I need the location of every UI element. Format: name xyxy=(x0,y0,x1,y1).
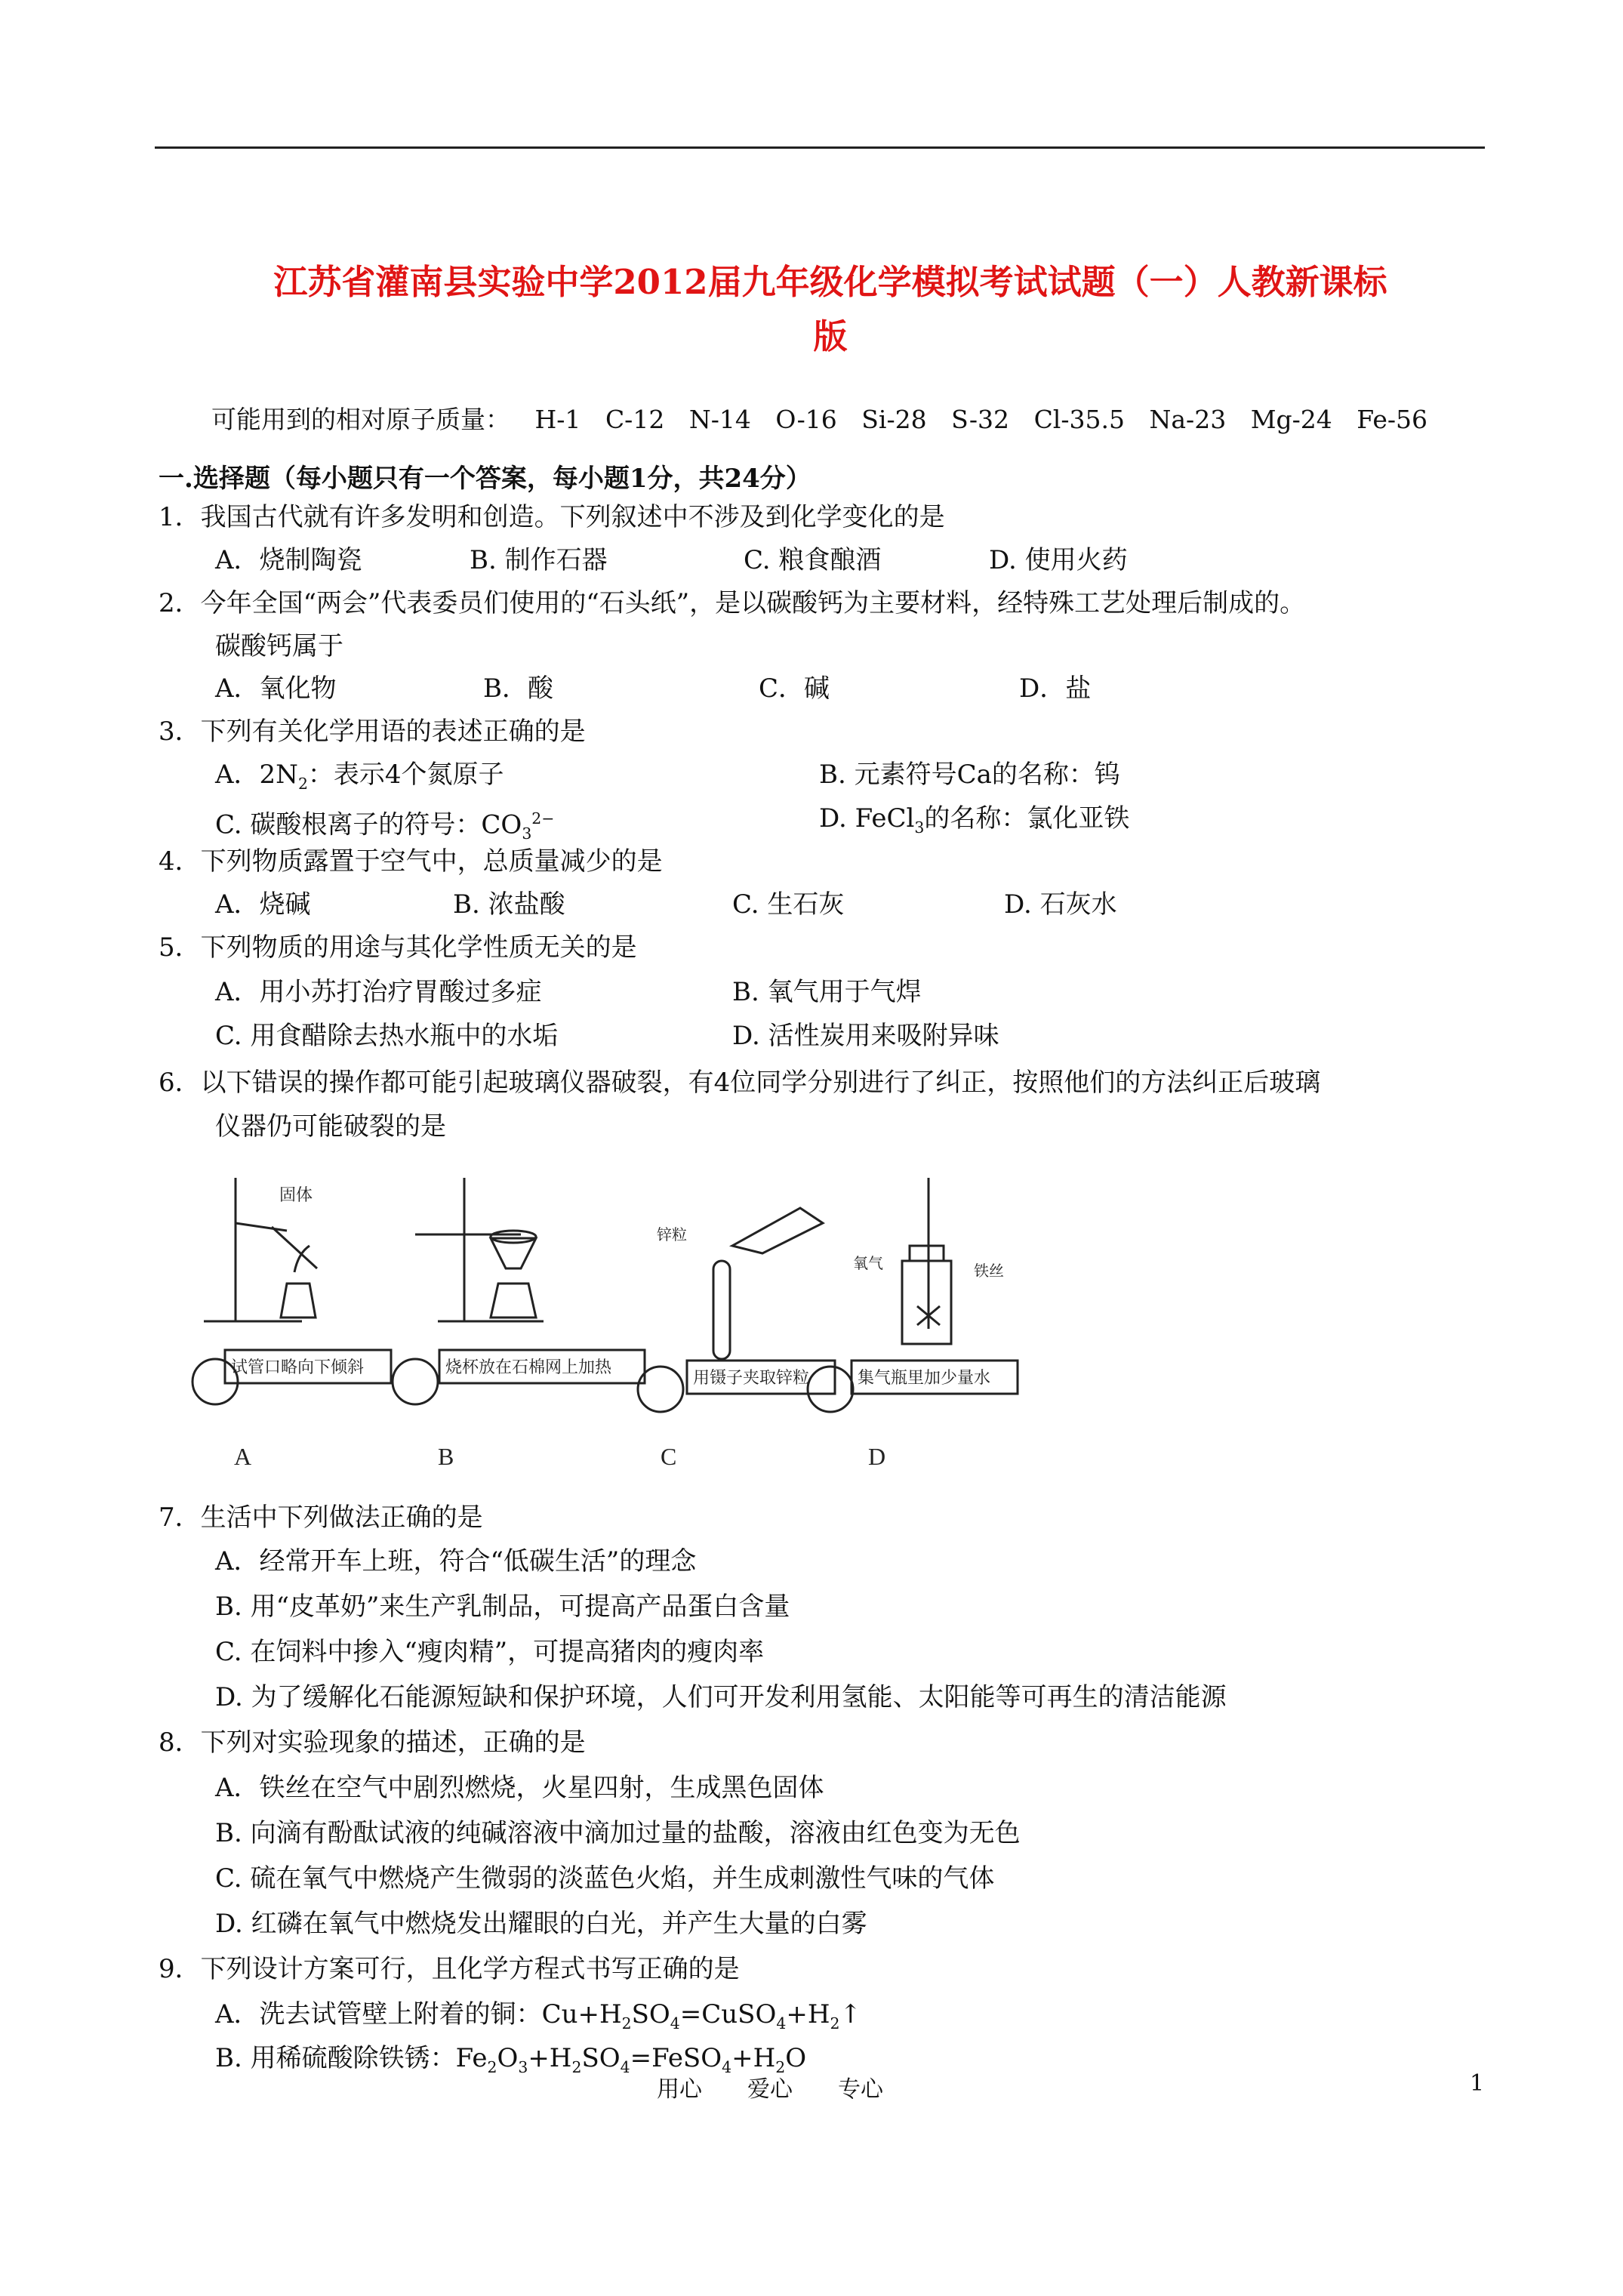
atomic-masses xyxy=(211,400,1444,436)
header-rule xyxy=(155,146,1485,149)
q2-option-a: A．氧化物 xyxy=(215,673,337,704)
question-4-stem: 4．下列物质露置于空气中，总质量减少的是 xyxy=(159,846,663,877)
q3-option-d xyxy=(819,802,1129,844)
q9-b-text: B. 用稀硫酸除铁锈： xyxy=(215,2043,456,2073)
q9-option-a xyxy=(215,1998,861,2040)
question-6-stem: 6．以下错误的操作都可能引起玻璃仪器破裂，有4位同学分别进行了纠正，按照他们的方法纠正后玻璃 xyxy=(159,1068,1321,1098)
question-9-stem: 9．下列设计方案可行，且化学方程式书写正确的是 xyxy=(159,1954,740,1984)
atom-item: Mg-24 xyxy=(1250,405,1332,434)
q3-a-post: ：表示4个氮原子 xyxy=(307,760,504,790)
q3-c-sub: 3 xyxy=(522,824,532,843)
question-3-stem: 3．下列有关化学用语的表述正确的是 xyxy=(159,717,586,747)
fig-caption-c: 用镊子夹取锌粒 xyxy=(693,1369,810,1388)
q5-option-d: D. 活性炭用来吸附异味 xyxy=(732,1021,999,1051)
q7-option-c: C. 在饲料中掺入“瘦肉精”，可提高猪肉的瘦肉率 xyxy=(215,1637,765,1667)
q3-d-pre: D. FeCl xyxy=(819,803,915,834)
q3-a-pre: A．2N xyxy=(215,760,298,790)
q9-a-equation: $Cu+H_2SO_4=CuSO_4+H_2↑$ xyxy=(541,1999,861,2032)
title-line-2: 版 xyxy=(813,316,848,356)
question-5-stem: 5．下列物质的用途与其化学性质无关的是 xyxy=(159,932,637,963)
q3-d-sub: 3 xyxy=(914,818,925,837)
q3-option-b: B. 元素符号Ca的名称：钨 xyxy=(819,760,1120,790)
q4-option-c: C. 生石灰 xyxy=(732,889,845,920)
q4-option-b: B. 浓盐酸 xyxy=(453,889,565,920)
q3-d-post: 的名称：氯化亚铁 xyxy=(924,803,1130,834)
fig-label-b: B xyxy=(438,1443,454,1470)
question-7-stem: 7．生活中下列做法正确的是 xyxy=(159,1502,483,1533)
fig-tag-iron: 铁丝 xyxy=(974,1262,1004,1280)
question-8-stem: 8．下列对实验现象的描述，正确的是 xyxy=(159,1727,586,1758)
title-line-1: 江苏省灌南县实验中学2012届九年级化学模拟考试试题（一）人教新课标 xyxy=(273,262,1387,302)
q9-a-text: A．洗去试管壁上附着的铜： xyxy=(215,1999,542,2029)
atom-item: Fe-56 xyxy=(1357,405,1428,434)
q1-option-d: D. 使用火药 xyxy=(989,545,1128,575)
fig-caption-a: 试管口略向下倾斜 xyxy=(231,1358,365,1377)
question-6-stem-cont: 仪器仍可能破裂的是 xyxy=(215,1111,446,1142)
question-2-stem: 2．今年全国“两会”代表委员们使用的“石头纸”，是以碳酸钙为主要材料，经特殊工艺处理后制成的。 xyxy=(159,588,1306,618)
page-footer: 用心 爱心 专心 xyxy=(657,2076,883,2103)
fig-tag-solid: 固体 xyxy=(279,1186,313,1205)
q7-option-b: B. 用“皮革奶”来生产乳制品，可提高产品蛋白含量 xyxy=(215,1592,790,1622)
atom-item: Na-23 xyxy=(1149,405,1227,434)
question-1-stem: 1．我国古代就有许多发明和创造。下列叙述中不涉及到化学变化的是 xyxy=(159,502,945,532)
q2-option-b: B．酸 xyxy=(483,673,553,704)
q7-option-a: A．经常开车上班，符合“低碳生活”的理念 xyxy=(215,1546,697,1576)
q8-option-a: A．铁丝在空气中剧烈燃烧，火星四射，生成黑色固体 xyxy=(215,1773,824,1803)
atom-item: N-14 xyxy=(688,405,751,434)
q5-option-c: C. 用食醋除去热水瓶中的水垢 xyxy=(215,1021,559,1051)
fig-caption-b: 烧杯放在石棉网上加热 xyxy=(445,1358,612,1377)
section-heading: 一.选择题（每小题只有一个答案，每小题1分，共24分） xyxy=(159,464,812,494)
q5-option-b: B. 氧气用于气焊 xyxy=(732,977,922,1007)
page-number: 1 xyxy=(1470,2070,1485,2097)
q1-option-b: B. 制作石器 xyxy=(470,545,608,575)
atom-item: O-16 xyxy=(775,405,837,434)
question-2-stem-cont: 碳酸钙属于 xyxy=(215,631,343,661)
q5-option-a: A．用小苏打治疗胃酸过多症 xyxy=(215,977,542,1007)
fig-label-c: C xyxy=(661,1443,677,1470)
apparatus-d-jar xyxy=(902,1178,951,1344)
q4-option-a: A．烧碱 xyxy=(215,889,311,920)
atom-item: C-12 xyxy=(605,405,665,434)
page-title xyxy=(174,255,1487,364)
q8-option-d: D. 红磷在氧气中燃烧发出耀眼的白光，并产生大量的白雾 xyxy=(215,1909,867,1939)
q8-option-c: C. 硫在氧气中燃烧产生微弱的淡蓝色火焰，并生成刺激性气味的气体 xyxy=(215,1863,995,1894)
fig-tag-zinc: 锌粒 xyxy=(657,1225,687,1244)
q4-option-d: D. 石灰水 xyxy=(1004,889,1117,920)
q7-option-d: D. 为了缓解化石能源短缺和保护环境，人们可开发利用氢能、太阳能等可再生的清洁能源 xyxy=(215,1682,1227,1712)
apparatus-c-tube xyxy=(713,1208,823,1359)
q2-option-c: C．碱 xyxy=(759,673,830,704)
apparatus-b-stand xyxy=(415,1178,544,1321)
atom-item: S-32 xyxy=(951,405,1010,434)
fig-caption-d: 集气瓶里加少量水 xyxy=(858,1369,991,1388)
q8-option-b: B. 向滴有酚酞试液的纯碱溶液中滴加过量的盐酸，溶液由红色变为无色 xyxy=(215,1818,1021,1848)
atom-item: Cl-35.5 xyxy=(1033,405,1125,434)
atomic-masses-label: 可能用到的相对原子质量： xyxy=(211,405,510,434)
q3-c-pre: C. 碳酸根离子的符号：CO xyxy=(215,809,522,840)
q1-option-a: A．烧制陶瓷 xyxy=(215,545,362,575)
q1-option-c: C. 粮食酿酒 xyxy=(744,545,882,575)
q3-option-c xyxy=(215,802,554,850)
atom-item: Si-28 xyxy=(861,405,927,434)
fig-tag-oxygen: 氧气 xyxy=(853,1254,883,1272)
q9-b-equation: $Fe_2O_3+H_2SO_4=FeSO_4+H_2O$ xyxy=(455,2043,807,2076)
fig-label-d: D xyxy=(868,1443,886,1470)
lab-apparatus-figure xyxy=(189,1163,1064,1480)
q3-option-a xyxy=(215,758,504,800)
q3-c-sup: 2− xyxy=(531,809,555,827)
atom-item: H-1 xyxy=(534,405,581,434)
fig-label-a: A xyxy=(234,1443,252,1470)
q2-option-d: D．盐 xyxy=(1019,673,1092,704)
q3-a-sub: 2 xyxy=(297,774,308,793)
